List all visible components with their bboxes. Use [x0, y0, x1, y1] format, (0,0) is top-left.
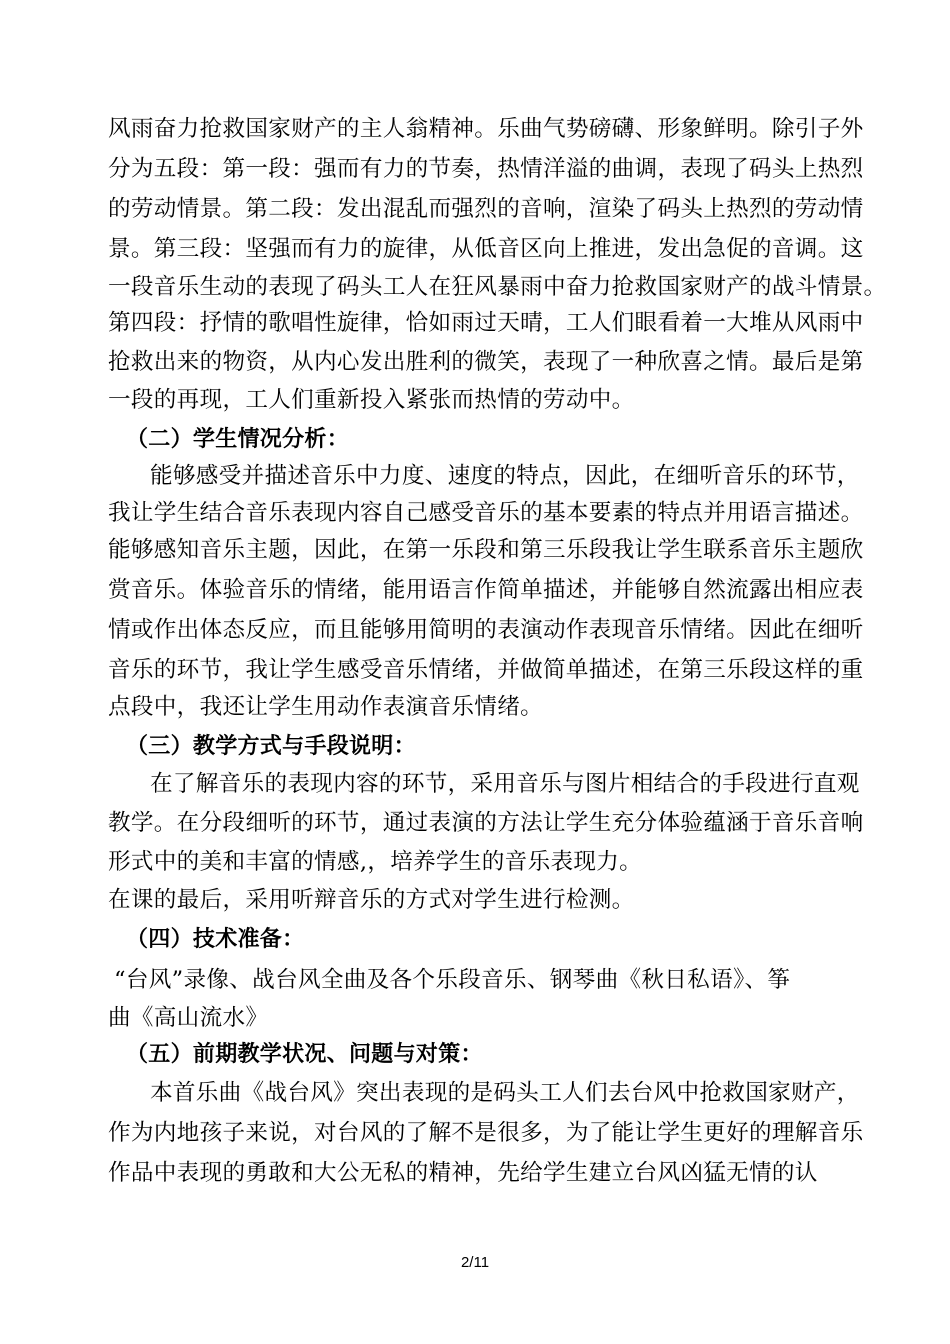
paragraph-line: 赏音乐。体验音乐的情绪，能用语言作简单描述，并能够自然流露出相应表	[108, 577, 864, 603]
paragraph-line: 抢救出来的物资，从内心发出胜利的微笑，表现了一种欣喜之情。最后是第	[108, 349, 864, 375]
section-heading-teaching-methods: （三）教学方式与手段说明：	[126, 734, 416, 759]
paragraph-line: 景。第三段：坚强而有力的旋律，从低音区向上推进，发出急促的音调。这	[108, 236, 864, 262]
paragraph-line: 一段的再现，工人们重新投入紧张而热情的劳动中。	[108, 387, 635, 413]
paragraph-line: 作为内地孩子来说，对台风的了解不是很多，为了能让学生更好的理解音乐	[108, 1120, 864, 1146]
paragraph-line: 第四段：抒情的歌唱性旋律，恰如雨过天晴，工人们眼看着一大堆从风雨中	[108, 310, 864, 336]
paragraph-line: 音乐的环节，我让学生感受音乐情绪，并做简单描述，在第三乐段这样的重	[108, 657, 864, 683]
section-heading-student-analysis: （二）学生情况分析：	[126, 427, 350, 452]
paragraph-line: 教学。在分段细听的环节，通过表演的方法让学生充分体验蕴涵于音乐音响	[108, 810, 864, 836]
paragraph-line: 我让学生结合音乐表现内容自己感受音乐的基本要素的特点并用语言描述。	[108, 500, 864, 526]
paragraph-line: 点段中，我还让学生用动作表演音乐情绪。	[108, 694, 543, 720]
paragraph-line: 作品中表现的勇敢和大公无私的精神，先给学生建立台风凶猛无情的认	[108, 1160, 818, 1186]
paragraph-line: 一段音乐生动的表现了码头工人在狂风暴雨中奋力抢救国家财产的战斗情景。	[108, 274, 887, 300]
paragraph-line: 曲《高山流水》	[108, 1005, 269, 1031]
paragraph-line: 情或作出体态反应，而且能够用简明的表演动作表现音乐情绪。因此在细听	[108, 617, 864, 643]
paragraph-line: 能够感知音乐主题，因此，在第一乐段和第三乐段我让学生联系音乐主题欣	[108, 537, 864, 563]
paragraph-line: 能够感受并描述音乐中力度、速度的特点，因此，在细听音乐的环节，	[150, 463, 860, 489]
paragraph-line: 分为五段：第一段：强而有力的节奏，热情洋溢的曲调，表现了码头上热烈	[108, 156, 864, 182]
paragraph-line: “台风”录像、战台风全曲及各个乐段音乐、钢琴曲《秋日私语》、筝	[114, 967, 791, 993]
paragraph-line: 在了解音乐的表现内容的环节，采用音乐与图片相结合的手段进行直观	[150, 771, 860, 797]
paragraph-line: 形式中的美和丰富的情感,，培养学生的音乐表现力。	[108, 849, 643, 875]
paragraph-line: 的劳动情景。第二段：发出混乱而强烈的音响，渲染了码头上热烈的劳动情	[108, 196, 864, 222]
section-heading-technical-preparation: （四）技术准备：	[126, 927, 305, 952]
paragraph-line: 在课的最后，采用听辩音乐的方式对学生进行检测。	[108, 887, 635, 913]
paragraph-line: 风雨奋力抢救国家财产的主人翁精神。乐曲气势磅礴、形象鲜明。除引子外	[108, 116, 864, 142]
section-heading-prior-teaching: （五）前期教学状况、问题与对策：	[126, 1042, 483, 1067]
page-number: 2/11	[460, 1254, 490, 1271]
paragraph-line: 本首乐曲《战台风》突出表现的是码头工人们去台风中抢救国家财产，	[150, 1080, 860, 1106]
